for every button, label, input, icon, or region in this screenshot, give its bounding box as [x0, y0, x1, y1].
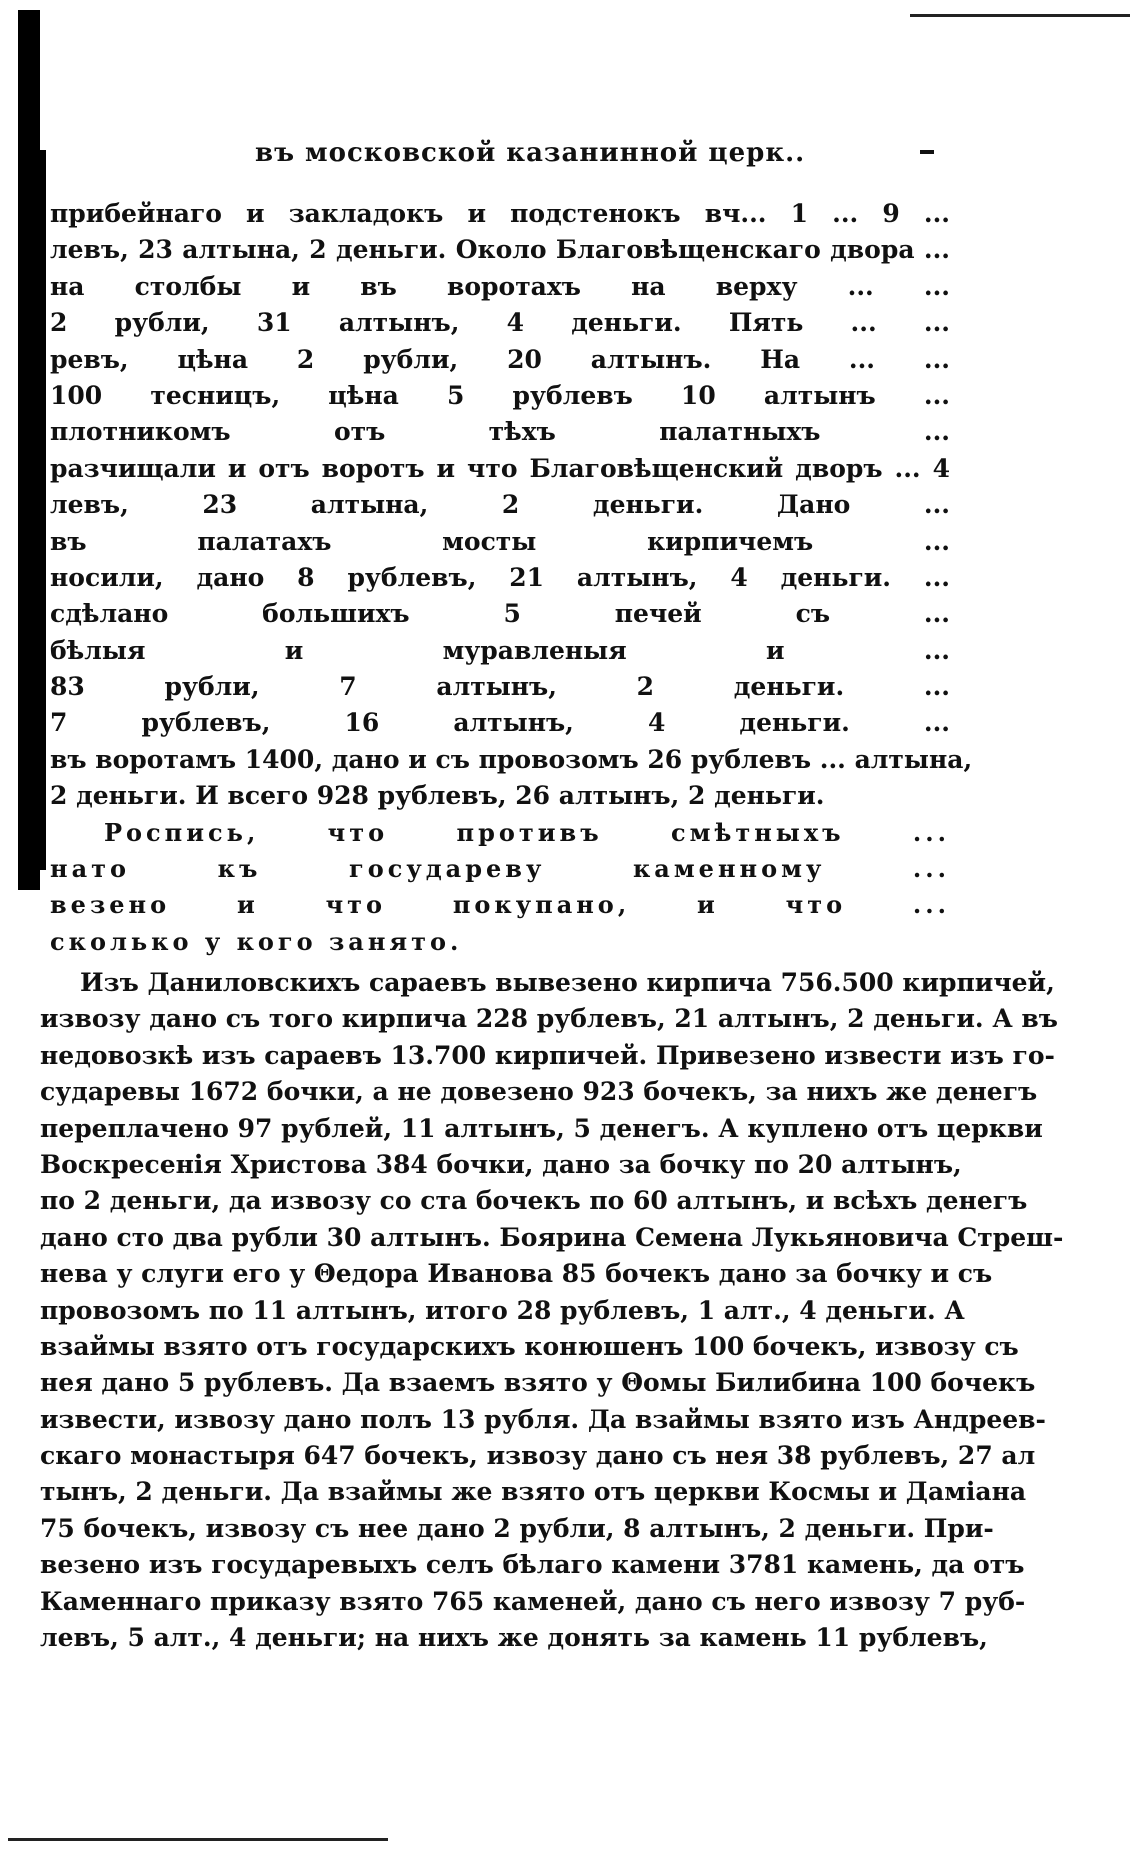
text-line: Воскресенія Христова 384 бочки, дано за бочку по 20 алтынъ,: [40, 1149, 962, 1179]
text-line: переплачено 97 рублей, 11 алтынъ, 5 денегъ. А куплено отъ церкви: [40, 1113, 1043, 1143]
text-line: 83 рубли, 7 алтынъ, 2 деньги. ...: [50, 672, 950, 702]
text-line: 2 деньги. И всего 928 рублевъ, 26 алтынъ, 2 деньги.: [50, 781, 825, 811]
text-line: извозу дано съ того кирпича 228 рублевъ, 21 алтынъ, 2 деньги. А въ: [40, 1004, 1058, 1034]
text-line: тынъ, 2 деньги. Да взаймы же взято отъ церкви Космы и Даміана: [40, 1477, 1027, 1507]
text-line: дано сто два рубли 30 алтынъ. Боярина Семена Лукьяновича Стреш-: [40, 1222, 1064, 1252]
binding-shadow: [18, 10, 40, 890]
text-line: въ палатахъ мосты кирпичемъ ...: [50, 526, 950, 556]
text-line: недовозкѣ изъ сараевъ 13.700 кирпичей. Привезено извести изъ го-: [40, 1040, 1055, 1070]
section-heading-line: сколько у кого занято.: [50, 926, 463, 956]
paragraph-2: [40, 965, 1064, 1656]
text-line: Каменнаго приказу взято 765 каменей, дано съ него извозу 7 руб-: [40, 1586, 1026, 1616]
text-line: плотникомъ отъ тѣхъ палатныхъ ...: [50, 417, 950, 447]
section-heading-line: нато къ государеву каменному ...: [50, 854, 950, 884]
text-line: левъ, 23 алтына, 2 деньги. Дано ...: [50, 490, 950, 520]
text-line: сударевы 1672 бочки, а не довезено 923 бочекъ, за нихъ же денегъ: [40, 1077, 1038, 1107]
text-line: по 2 деньги, да извозу со ста бочекъ по 60 алтынъ, и всѣхъ денегъ: [40, 1186, 1028, 1216]
text-line: левъ, 23 алтына, 2 деньги. Около Благовѣщенскаго двора ...: [50, 235, 950, 265]
text-line: сдѣлано большихъ 5 печей съ ...: [50, 599, 950, 629]
scan-rule-bottom: [8, 1838, 388, 1841]
text-line: носили, дано 8 рублевъ, 21 алтынъ, 4 деньги. ...: [50, 562, 950, 592]
text-line: везено изъ государевыхъ селъ бѣлаго камени 3781 камень, да отъ: [40, 1550, 1025, 1580]
paragraph-1: [50, 196, 973, 960]
text-line: 2 рубли, 31 алтынъ, 4 деньги. Пять ... ...: [50, 308, 950, 338]
section-heading-line: везено и что покупано, и что ...: [50, 890, 950, 920]
running-head-dash: [920, 150, 934, 154]
text-line: Изъ Даниловскихъ сараевъ вывезено кирпича 756.500 кирпичей,: [80, 968, 1055, 997]
binding-shadow-inner: [40, 150, 46, 870]
text-line: 100 тесницъ, цѣна 5 рублевъ 10 алтынъ ...: [50, 380, 950, 410]
text-line: прибейнаго и закладокъ и подстенокъ вч... 1 ... 9 ...: [50, 199, 950, 228]
running-head: въ московской казанинной церк..: [255, 138, 806, 168]
text-line: провозомъ по 11 алтынъ, итого 28 рублевъ, 1 алт., 4 деньги. А: [40, 1295, 965, 1325]
text-line: въ воротамъ 1400, дано и съ провозомъ 26 рублевъ ... алтына,: [50, 744, 973, 774]
text-line: взаймы взято отъ государскихъ конюшенъ 100 бочекъ, извозу съ: [40, 1331, 1019, 1361]
text-line: на столбы и въ воротахъ на верху ... ...: [50, 271, 950, 301]
text-line: 75 бочекъ, извозу съ нее дано 2 рубли, 8 алтынъ, 2 деньги. При-: [40, 1513, 994, 1543]
scan-rule-top: [910, 14, 1130, 17]
text-line: бѣлыя и муравленыя и ...: [50, 635, 950, 665]
text-line: нея дано 5 рублевъ. Да взаемъ взято у Θомы Билибина 100 бочекъ: [40, 1368, 1036, 1398]
text-line: разчищали и отъ воротъ и что Благовѣщенский дворъ ... 4: [50, 453, 950, 483]
text-line: левъ, 5 алт., 4 деньги; на нихъ же донять за камень 11 рублевъ,: [40, 1623, 988, 1653]
text-line: ревъ, цѣна 2 рубли, 20 алтынъ. На ... ...: [50, 344, 950, 374]
text-line: скаго монастыря 647 бочекъ, извозу дано съ нея 38 рублевъ, 27 ал: [40, 1441, 1036, 1471]
section-heading-line: Роспись, что противъ смѣтныхъ ...: [104, 817, 950, 847]
text-line: извести, извозу дано полъ 13 рубля. Да взаймы взято изъ Андреев-: [40, 1404, 1046, 1434]
text-line: 7 рублевъ, 16 алтынъ, 4 деньги. ...: [50, 708, 950, 738]
text-line: нева у слуги его у Θедора Иванова 85 бочекъ дано за бочку и съ: [40, 1259, 993, 1289]
